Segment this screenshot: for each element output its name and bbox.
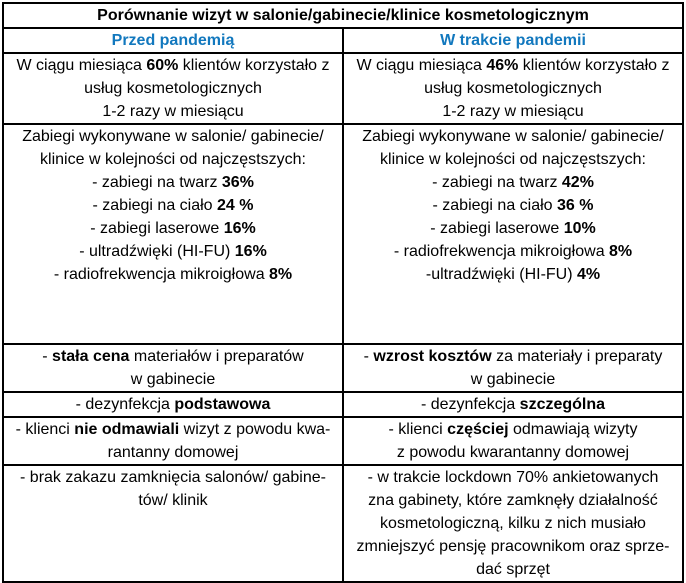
- text-segment: W ciągu miesiąca: [356, 57, 487, 74]
- bold-text-segment: stała cena: [52, 348, 130, 365]
- text-segment: usług kosmetologicznych: [424, 80, 602, 97]
- cell-line: [348, 125, 678, 148]
- text-segment: klientów korzystało z: [178, 57, 330, 74]
- cell-right: [343, 344, 683, 392]
- cell-line: [348, 489, 678, 512]
- table-body: [3, 53, 683, 582]
- text-segment: - radiofrekwencja mikroigłowa: [393, 243, 610, 260]
- text-segment: zna gabinety, które zamknęły działalność: [368, 492, 658, 509]
- cell-line: [348, 100, 678, 123]
- table-row: [3, 417, 683, 465]
- text-segment: - zabiegi laserowe: [430, 220, 564, 237]
- text-segment: -ultradźwięki (HI-FU): [425, 266, 577, 283]
- cell-left: [3, 392, 343, 417]
- text-segment: - ultradźwięki (HI-FU): [79, 243, 235, 260]
- bold-text-segment: częściej: [447, 421, 509, 438]
- table-row: [3, 344, 683, 392]
- cell-left: [3, 417, 343, 465]
- cell-line: [8, 263, 338, 286]
- cell-line: [348, 535, 678, 558]
- cell-line: [348, 418, 678, 441]
- cell-left: [3, 465, 343, 582]
- cell-line: [8, 240, 338, 263]
- text-segment: za materiały i preparaty: [491, 348, 663, 365]
- bold-text-segment: 60%: [146, 57, 179, 74]
- text-segment: odmawiają wizyty: [508, 421, 638, 438]
- cell-line: [348, 194, 678, 217]
- text-segment: - klienci: [15, 421, 75, 438]
- cell-line: [8, 125, 338, 148]
- cell-line: [348, 217, 678, 240]
- text-segment: - w trakcie lockdown 70% ankietowanych: [367, 469, 659, 486]
- bold-text-segment: 36 %: [557, 197, 594, 214]
- bold-text-segment: 16%: [223, 220, 256, 237]
- cell-line: [348, 54, 678, 77]
- cell-line: [8, 171, 338, 194]
- bold-text-segment: 42%: [561, 174, 594, 191]
- cell-line: [348, 393, 678, 416]
- cell-line: [348, 368, 678, 391]
- text-segment: -: [363, 348, 374, 365]
- table-head: [3, 3, 683, 53]
- text-segment: - radiofrekwencja mikroigłowa: [53, 266, 270, 283]
- comparison-table: [2, 2, 684, 583]
- cell-right: [343, 53, 683, 124]
- text-segment: Zabiegi wykonywane w salonie/ gabinecie/: [22, 128, 324, 145]
- cell-line: [348, 263, 678, 286]
- cell-line: [348, 77, 678, 100]
- text-segment: klinice w kolejności od najczęstszych:: [380, 151, 646, 168]
- text-segment: - zabiegi na twarz: [432, 174, 562, 191]
- bold-text-segment: 16%: [234, 243, 267, 260]
- bold-text-segment: 4%: [577, 266, 601, 283]
- text-segment: - dezynfekcja: [420, 396, 520, 413]
- text-segment: - klienci: [388, 421, 448, 438]
- cell-line: [8, 100, 338, 123]
- text-segment: 1-2 razy w miesiącu: [442, 103, 584, 120]
- bold-text-segment: szczególna: [519, 396, 606, 413]
- text-segment: w gabinecie: [130, 371, 216, 388]
- bold-text-segment: 8%: [269, 266, 293, 283]
- table-row: [3, 124, 683, 344]
- text-segment: - zabiegi na ciało: [92, 197, 218, 214]
- cell-line: [8, 54, 338, 77]
- cell-line: [8, 466, 338, 489]
- table-row: [3, 392, 683, 417]
- column-header-before-pandemic: Przed pandemią: [3, 28, 343, 53]
- text-segment: Zabiegi wykonywane w salonie/ gabinecie/: [362, 128, 664, 145]
- text-segment: z powodu kwarantanny domowej: [396, 444, 630, 461]
- bold-text-segment: podstawowa: [174, 396, 271, 413]
- text-segment: kosmetologiczną, kilku z nich musiało: [380, 515, 646, 532]
- text-segment: dać sprzęt: [476, 561, 550, 578]
- bold-text-segment: wzrost kosztów: [373, 348, 492, 365]
- cell-left: [3, 344, 343, 392]
- bold-text-segment: 36%: [221, 174, 254, 191]
- cell-line: [8, 418, 338, 441]
- text-segment: - dezynfekcja: [75, 396, 175, 413]
- cell-line: [348, 240, 678, 263]
- text-segment: - brak zakazu zamknięcia salonów/ gabine-: [20, 469, 326, 486]
- text-segment: klinice w kolejności od najczęstszych:: [40, 151, 306, 168]
- cell-line: [8, 345, 338, 368]
- cell-line: [8, 368, 338, 391]
- text-segment: rantanny domowej: [107, 444, 239, 461]
- text-segment: klientów korzystało z: [518, 57, 670, 74]
- cell-right: [343, 417, 683, 465]
- text-segment: w gabinecie: [470, 371, 556, 388]
- table-row: [3, 53, 683, 124]
- table-title: Porównanie wizyt w salonie/gabinecie/klinice kosmetologicznym: [3, 3, 683, 28]
- text-segment: - zabiegi laserowe: [90, 220, 224, 237]
- cell-line: [8, 77, 338, 100]
- bold-text-segment: nie odmawiali: [74, 421, 180, 438]
- cell-line: [8, 194, 338, 217]
- title-row: [3, 3, 683, 28]
- text-segment: - zabiegi na ciało: [432, 197, 558, 214]
- cell-right: [343, 392, 683, 417]
- cell-line: [348, 558, 678, 581]
- text-segment: 1-2 razy w miesiącu: [102, 103, 244, 120]
- text-segment: tów/ klinik: [138, 492, 208, 509]
- text-segment: wizyt z powodu kwa-: [179, 421, 331, 438]
- text-segment: zmniejszyć pensję pracownikom oraz sprze-: [356, 538, 670, 555]
- cell-line: [8, 217, 338, 240]
- cell-line: [8, 148, 338, 171]
- cell-line: [348, 441, 678, 464]
- column-header-row: [3, 28, 683, 53]
- column-header-during-pandemic: W trakcie pandemii: [343, 28, 683, 53]
- text-segment: materiałów i preparatów: [129, 348, 304, 365]
- cell-line: [348, 466, 678, 489]
- cell-left: [3, 124, 343, 344]
- text-segment: -: [42, 348, 53, 365]
- cell-line: [348, 345, 678, 368]
- text-segment: W ciągu miesiąca: [16, 57, 147, 74]
- cell-line: [348, 171, 678, 194]
- bold-text-segment: 46%: [486, 57, 519, 74]
- cell-right: [343, 465, 683, 582]
- table-row: [3, 465, 683, 582]
- cell-right: [343, 124, 683, 344]
- text-segment: usług kosmetologicznych: [84, 80, 262, 97]
- bold-text-segment: 24 %: [217, 197, 254, 214]
- cell-line: [8, 441, 338, 464]
- text-segment: - zabiegi na twarz: [92, 174, 222, 191]
- cell-left: [3, 53, 343, 124]
- bold-text-segment: 8%: [609, 243, 633, 260]
- bold-text-segment: 10%: [563, 220, 596, 237]
- cell-line: [8, 393, 338, 416]
- cell-line: [348, 512, 678, 535]
- cell-line: [348, 148, 678, 171]
- cell-line: [8, 489, 338, 512]
